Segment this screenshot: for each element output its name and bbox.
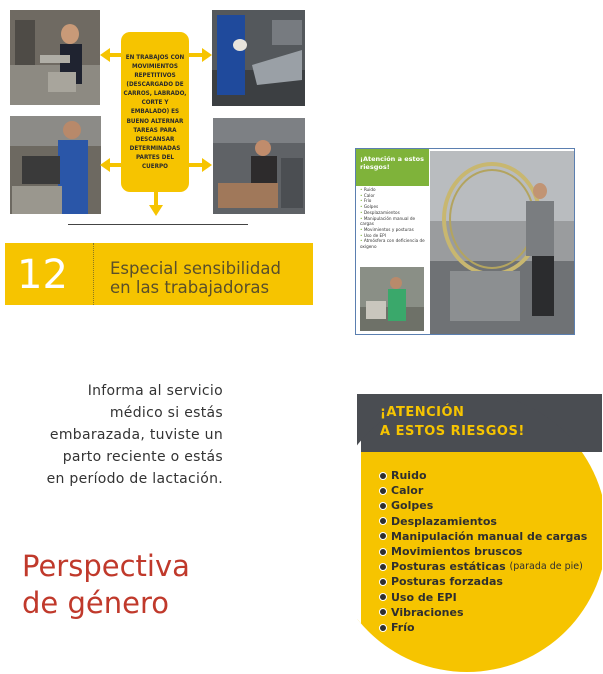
bullet-icon <box>379 563 387 571</box>
card-photo-green-worker <box>360 267 424 331</box>
risk-item <box>379 468 587 483</box>
card-risk-list <box>360 187 430 250</box>
bullet-icon <box>379 608 387 616</box>
risk-label: Calor <box>391 484 424 498</box>
risk-label: Vibraciones <box>391 605 464 619</box>
notice-line: en período de lactación. <box>46 471 223 487</box>
divider-line <box>68 224 248 225</box>
risk-item <box>379 483 587 498</box>
card-header <box>356 149 429 186</box>
risk-label: Frío <box>391 621 415 635</box>
notice-line: Informa al servicio <box>87 383 223 399</box>
risk-label: Movimientos bruscos <box>391 545 523 559</box>
card-risk-item: • Movimientos y posturas <box>360 227 430 233</box>
risk-label: Ruido <box>391 469 427 482</box>
bullet-icon <box>379 593 387 601</box>
notice-line: embarazada, tuviste un <box>49 427 223 443</box>
bullet-icon <box>379 487 387 495</box>
section-title-line1: Especial sensibilidad <box>110 259 281 278</box>
risks-title-line1: ¡ATENCIÓN <box>380 405 465 420</box>
section-number: 12 <box>17 252 68 298</box>
risks-panel <box>357 394 602 674</box>
bullet-icon <box>379 624 387 632</box>
photo-worker-bottom-left <box>10 116 101 214</box>
banner-separator <box>93 243 95 305</box>
bullet-icon <box>379 578 387 586</box>
card-photo-worker-coil <box>430 151 574 334</box>
pregnancy-notice <box>18 380 223 490</box>
photo-worker-top-right <box>212 10 305 106</box>
card-risk-item: • Uso de EPI <box>360 233 430 239</box>
repetitive-movements-callout: EN TRABAJOS CON MOVIMIENTOS REPETITIVOS (DESCARGADO DE CARROS, LABRADO, CORTE Y EMBALADO) ES BUENO ALTERNAR TAREAS PARA DESCANSAR DETERMINADAS PARTES DEL CUERPO <box>121 32 189 192</box>
risks-title-line2: A ESTOS RIESGOS! <box>380 424 525 439</box>
bullet-icon <box>379 548 387 556</box>
heading-line1: Perspectiva <box>22 549 190 583</box>
bullet-icon <box>379 532 387 540</box>
risk-label: Manipulación manual de cargas <box>391 529 588 543</box>
card-risk-item: • Desplazamientos <box>360 210 430 216</box>
risk-item <box>379 529 587 544</box>
card-risk-item: • Ruido <box>360 187 430 193</box>
risk-item <box>379 590 587 605</box>
photo-worker-top-left <box>10 10 100 105</box>
risk-label: Posturas estáticas <box>391 560 506 574</box>
risk-item <box>379 514 587 529</box>
card-title: ¡Atención a estos riesgos! <box>360 155 424 171</box>
photo-worker-bottom-right <box>213 118 305 214</box>
risk-label: Uso de EPI <box>391 590 457 604</box>
risk-note: (parada de pie) <box>509 561 583 573</box>
section-banner <box>5 243 313 305</box>
risk-item <box>379 559 587 574</box>
risk-item <box>379 620 587 635</box>
notice-line: médico si estás <box>109 405 223 421</box>
card-risk-item: • Golpes <box>360 204 430 210</box>
risk-card-thumbnail <box>355 148 575 335</box>
card-risk-item: • Atmósfera con deficiencia de oxígeno <box>360 238 430 249</box>
risks-title <box>380 403 525 441</box>
gender-perspective-heading <box>22 548 190 622</box>
bullet-icon <box>379 472 387 480</box>
bullet-icon <box>379 502 387 510</box>
risk-label: Desplazamientos <box>391 514 497 528</box>
risk-label: Golpes <box>391 499 434 513</box>
section-title <box>110 259 281 297</box>
card-risk-item: • Manipulación manual de cargas <box>360 216 430 227</box>
risk-label: Posturas forzadas <box>391 575 503 589</box>
notice-line: parto reciente o estás <box>62 449 223 465</box>
risk-item <box>379 498 587 513</box>
heading-line2: de género <box>22 586 169 620</box>
risk-item <box>379 574 587 589</box>
bullet-icon <box>379 517 387 525</box>
risks-list <box>379 468 587 635</box>
card-risk-item: • Calor <box>360 193 430 199</box>
risk-item <box>379 605 587 620</box>
card-risk-item: • Frío <box>360 198 430 204</box>
section-title-line2: en las trabajadoras <box>110 278 270 297</box>
risk-item <box>379 544 587 559</box>
